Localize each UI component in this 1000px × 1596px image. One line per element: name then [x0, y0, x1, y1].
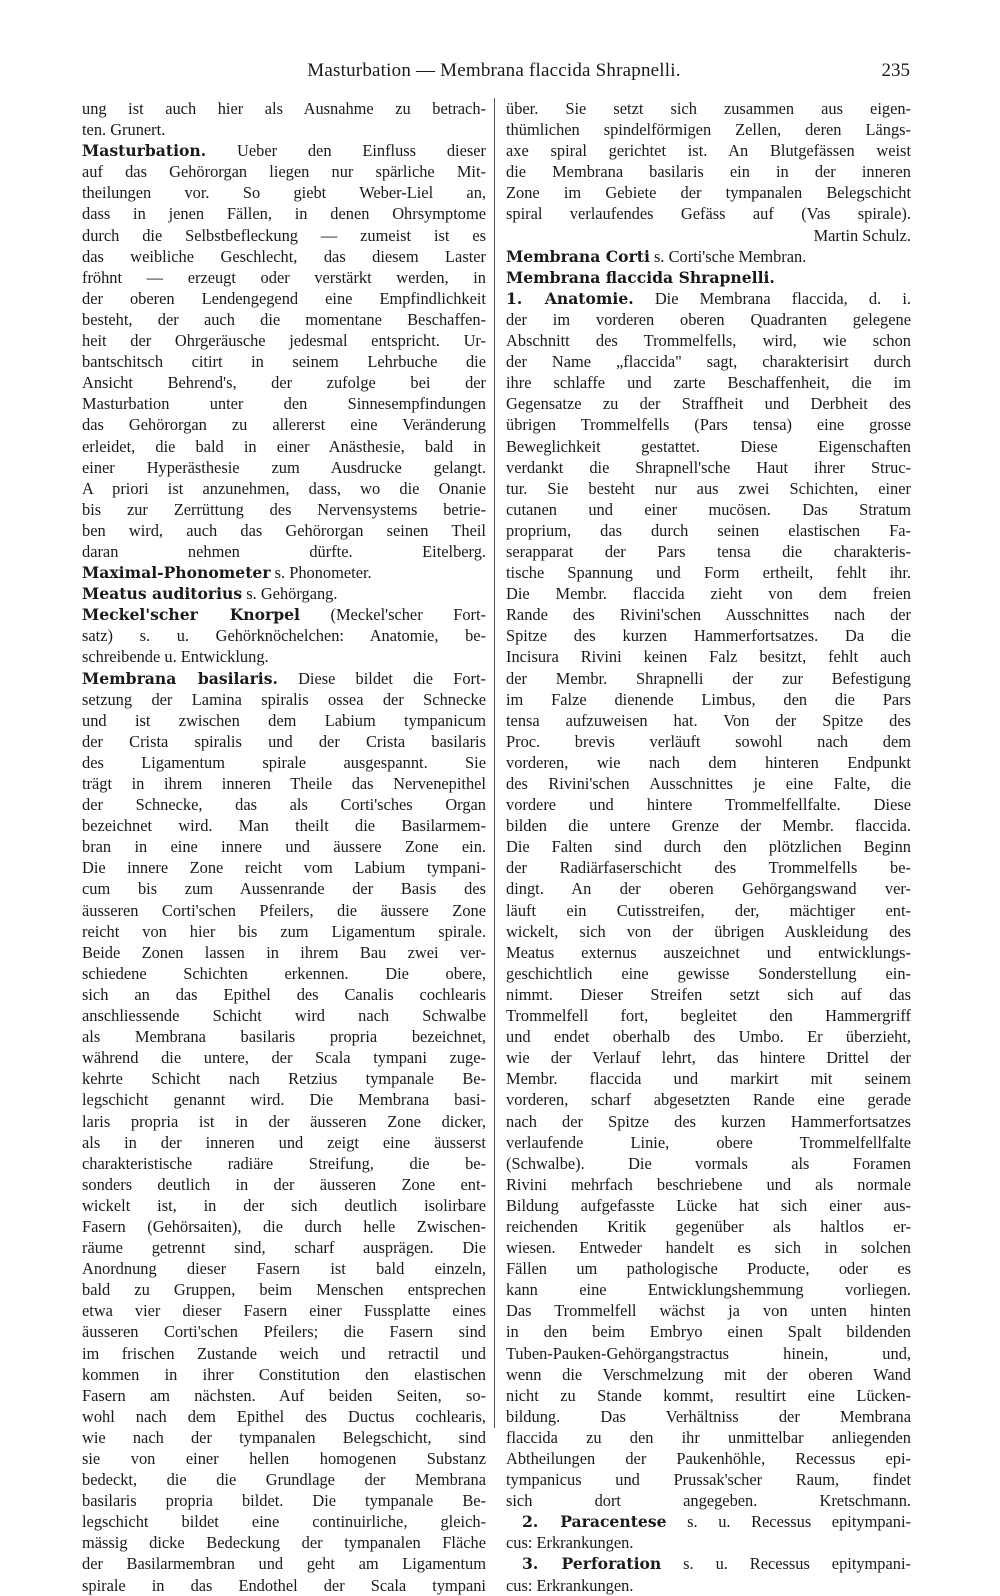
line-text: Fasern am nächsten. Auf beiden Seiten, so- — [82, 1385, 486, 1405]
text-line — [506, 1553, 911, 1574]
line-text: s. Corti'sche Membran. — [649, 246, 807, 266]
line-text: proprium, das durch seinen elastischen Fa- — [506, 520, 911, 540]
line-text: Spitze des kurzen Hammerfortsatzes. Da die — [506, 626, 911, 646]
line-text: des Ligamentum spirale ausgespannt. Sie — [82, 752, 486, 772]
line-text: Ansicht Behrend's, der zufolge bei der — [82, 373, 486, 393]
text-line — [82, 436, 486, 457]
text-line — [82, 1385, 486, 1406]
text-line — [506, 182, 911, 203]
line-text: vordere und hintere Trommelfellfalte. Diese — [506, 795, 911, 815]
line-text: Abschnitt des Trommelfells, wird, wie schon — [506, 331, 911, 351]
text-line — [82, 1279, 486, 1300]
line-text: nicht zu Stande kommt, resultirt eine Lücken- — [506, 1385, 911, 1405]
text-line — [82, 372, 486, 393]
running-title: Masturbation — Membrana flaccida Shrapnelli. — [307, 60, 681, 81]
text-line — [82, 541, 486, 562]
line-text: tensa aufzuweisen hat. Von der Spitze des — [506, 710, 911, 730]
entry-headword: Maximal-Phonometer — [82, 563, 271, 583]
right-column — [506, 98, 911, 1596]
line-text: tische Spannung und Form ertheilt, fehlt ihr. — [506, 563, 911, 583]
text-line — [506, 119, 911, 140]
line-text: bran in eine innere und äussere Zone ein. — [82, 837, 486, 857]
text-line — [506, 1469, 911, 1490]
text-line — [506, 1406, 911, 1427]
line-text: spirale in das Endothel der Scala tympani — [82, 1575, 486, 1595]
text-line — [82, 1089, 486, 1110]
line-text: Incisura Rivini keinen Falz besitzt, fehlt auch — [506, 647, 911, 667]
line-text: Die Falten sind durch den plötzlichen Beginn — [506, 837, 911, 857]
line-text: geschichtlich eine gewisse Sonderstellung ein- — [506, 963, 911, 983]
line-text: der Membr. Shrapnelli der zur Befestigung — [506, 668, 911, 688]
line-text: der Name „flaccida" sagt, charakterisirt durch — [506, 352, 911, 372]
text-line — [82, 1575, 486, 1596]
text-line — [506, 309, 911, 330]
text-line — [82, 161, 486, 182]
line-text: reicht von hier bis zum Ligamentum spirale. — [82, 921, 486, 941]
text-line — [82, 878, 486, 899]
line-text: Proc. brevis verläuft sowohl nach dem — [506, 731, 911, 751]
text-line — [82, 203, 486, 224]
entry-headword: Masturbation. — [82, 141, 207, 161]
text-line — [506, 668, 911, 689]
text-line — [506, 225, 911, 246]
line-text: auf das Gehörorgan liegen nur spärliche Mit- — [82, 162, 486, 182]
left-column — [82, 98, 486, 1596]
text-line — [506, 1153, 911, 1174]
line-text: legschicht bildet eine continuirliche, gleich- — [82, 1512, 486, 1532]
text-line — [82, 98, 486, 119]
entry-headword: Membrana flaccida Shrapnelli. — [506, 267, 775, 287]
text-line — [506, 710, 911, 731]
text-line — [506, 1532, 911, 1553]
line-text: thümlichen spindelförmigen Zellen, deren Längs- — [506, 120, 911, 140]
line-text: Rande des Rivini'schen Ausschnittes nach der — [506, 605, 911, 625]
line-text: wohl nach dem Epithel des Ductus cochlearis, — [82, 1406, 486, 1426]
text-line — [82, 1174, 486, 1195]
text-line — [506, 900, 911, 921]
line-text: verdankt die Shrapnell'sche Haut ihrer Struc- — [506, 457, 911, 477]
line-text: der Basilarmembran und geht am Ligamentum — [82, 1554, 486, 1574]
line-text: im Falze dienende Limbus, den die Pars — [506, 689, 911, 709]
text-line — [506, 836, 911, 857]
text-line — [82, 478, 486, 499]
line-text: Masturbation unter den Sinnesempfindungen — [82, 394, 486, 414]
text-line — [506, 457, 911, 478]
text-line — [506, 562, 911, 583]
text-line — [82, 625, 486, 646]
line-text: Fasern (Gehörsaiten), die durch helle Zwischen- — [82, 1216, 486, 1236]
text-line — [82, 267, 486, 288]
text-line — [82, 182, 486, 203]
text-line — [82, 752, 486, 773]
line-text: serapparat der Pars tensa die charakteris- — [506, 541, 911, 561]
line-text: satz) s. u. Gehörknöchelchen: Anatomie, be- — [82, 626, 486, 646]
line-text: Die Membr. flaccida zieht von dem freien — [506, 584, 911, 604]
line-text: Abtheilungen der Paukenhöhle, Recessus epi- — [506, 1449, 911, 1468]
text-line — [82, 710, 486, 731]
text-line — [506, 1216, 911, 1237]
text-line — [82, 668, 486, 689]
line-text: heit der Ohrgeräusche jedesmal entspricht. Ur- — [82, 331, 486, 351]
text-line — [82, 731, 486, 752]
text-line — [82, 393, 486, 414]
text-line — [506, 646, 911, 667]
text-line — [506, 288, 911, 309]
text-line — [506, 351, 911, 372]
line-text: Beweglichkeit gestattet. Diese Eigenschaften — [506, 436, 911, 456]
line-text: cum bis zum Aussenrande der Basis des — [82, 879, 486, 899]
line-text: wickelt, sich von der übrigen Auskleidung des — [506, 921, 911, 941]
text-line — [82, 963, 486, 984]
text-line — [82, 520, 486, 541]
text-line — [506, 161, 911, 182]
text-line — [506, 689, 911, 710]
text-line — [506, 1385, 911, 1406]
line-text: bezeichnet wird. Man theilt die Basilarmem- — [82, 816, 486, 836]
text-line — [82, 1553, 486, 1574]
line-text: bilden die untere Grenze der Membr. flaccida. — [506, 816, 911, 836]
text-line — [82, 773, 486, 794]
text-line — [506, 1237, 911, 1258]
line-text: des Rivini'schen Ausschnittes je eine Falte, die — [506, 774, 911, 793]
line-text: übrigen Trommelfells (Pars tensa) eine grosse — [506, 415, 911, 435]
text-line — [82, 836, 486, 857]
text-line — [82, 604, 486, 625]
text-line — [506, 1448, 911, 1469]
text-line — [82, 499, 486, 520]
text-line — [82, 984, 486, 1005]
entry-headword: Membrana Corti — [506, 246, 650, 266]
text-line — [82, 288, 486, 309]
line-text: basilaris propria bildet. Die tympanale Be- — [82, 1491, 486, 1511]
line-text: äusseren Corti'schen Pfeilers, die äussere Zone — [82, 900, 486, 920]
line-text: der Schnecke, das als Corti'sches Organ — [82, 795, 486, 815]
text-line — [82, 1111, 486, 1132]
line-text: kommen in ihrer Constitution den elastischen — [82, 1364, 486, 1384]
text-line — [82, 309, 486, 330]
line-text: Beide Zonen lassen in ihrem Bau zwei ver- — [82, 942, 486, 962]
line-text: kehrte Schicht nach Retzius tympanale Be- — [82, 1069, 486, 1089]
text-line — [506, 1279, 911, 1300]
text-line — [506, 1089, 911, 1110]
line-text: schreibende u. Entwicklung. — [82, 647, 269, 667]
column-divider — [494, 98, 495, 1428]
line-text: anschliessende Schicht wird nach Schwalbe — [82, 1006, 486, 1026]
line-text: Tuben-Pauken-Gehörgangstractus hinein, und, — [506, 1343, 911, 1363]
text-line — [506, 1111, 911, 1132]
text-line — [82, 1469, 486, 1490]
line-text: charakteristische radiäre Streifung, die be- — [82, 1153, 486, 1173]
text-line — [82, 1300, 486, 1321]
text-line — [82, 1005, 486, 1026]
page-header — [78, 60, 910, 94]
text-line — [506, 731, 911, 752]
text-line — [506, 878, 911, 899]
text-line — [506, 1490, 911, 1511]
line-text: bis zur Zerrüttung des Nervensystems betrie- — [82, 499, 486, 519]
line-text: ten. Grunert. — [82, 120, 166, 140]
text-line — [82, 351, 486, 372]
line-text: Meatus externus auszeichnet und entwicklungs- — [506, 942, 911, 962]
line-text: ung ist auch hier als Ausnahme zu betrach- — [82, 99, 486, 118]
line-text: cus: Erkrankungen. — [506, 1575, 634, 1595]
entry-headword: 1. Anatomie. — [506, 288, 634, 308]
text-line — [506, 1364, 911, 1385]
text-line — [82, 1195, 486, 1216]
text-line — [506, 499, 911, 520]
text-line — [82, 646, 486, 667]
text-line — [82, 1532, 486, 1553]
text-line — [82, 689, 486, 710]
line-text: kann eine Entwicklungshemmung vorliegen. — [506, 1280, 911, 1300]
text-line — [506, 1321, 911, 1342]
text-line — [506, 436, 911, 457]
text-line — [506, 1195, 911, 1216]
line-text: Gegensatze zu der Straffheit und Derbheit des — [506, 394, 911, 414]
line-text: dingt. An der oberen Gehörgangswand ver- — [506, 879, 911, 899]
line-text: wie der Verlauf lehrt, das hintere Drittel der — [506, 1048, 911, 1068]
line-text: s. Phonometer. — [270, 563, 372, 583]
line-text: wenn die Verschmelzung mit der oberen Wand — [506, 1364, 911, 1384]
text-line — [506, 393, 911, 414]
text-line — [506, 1174, 911, 1195]
line-text: schiedene Schichten erkennen. Die obere, — [82, 963, 486, 983]
line-text: als in der inneren und zeigt eine äusserst — [82, 1132, 486, 1152]
text-line — [506, 604, 911, 625]
text-line — [506, 625, 911, 646]
line-text: bantschitsch citirt in seinem Lehrbuche die — [82, 352, 486, 372]
entry-headword: Meckel'scher Knorpel — [82, 605, 300, 625]
line-text: läuft ein Cutisstreifen, der, mächtiger ent- — [506, 900, 911, 920]
text-line — [82, 1343, 486, 1364]
text-line — [506, 984, 911, 1005]
text-line — [506, 815, 911, 836]
line-text: sonders deutlich in der äusseren Zone ent- — [82, 1174, 486, 1194]
text-line — [506, 1047, 911, 1068]
line-text: durch die Selbstbefleckung — zumeist ist es — [82, 225, 486, 245]
line-text: bedeckt, die die Grundlage der Membrana — [82, 1470, 486, 1490]
text-line — [82, 1448, 486, 1469]
line-text: cutanen und einer mucösen. Das Stratum — [506, 499, 911, 519]
line-text: Die innere Zone reicht vom Labium tympani- — [82, 858, 486, 878]
line-text: (Schwalbe). Die vormals als Foramen — [506, 1153, 911, 1173]
line-text: sich dort angegeben. Kretschmann. — [506, 1491, 911, 1511]
line-text: Das Trommelfell wächst ja von unten hinten — [506, 1301, 911, 1321]
line-text: Membr. flaccida und markirt mit seinem — [506, 1069, 911, 1089]
text-line — [82, 1068, 486, 1089]
text-line — [82, 1047, 486, 1068]
line-text: als Membrana basilaris propria bezeichnet, — [82, 1027, 486, 1047]
text-line — [82, 1490, 486, 1511]
text-line — [82, 1511, 486, 1532]
line-text: ihre schlaffe und zarte Beschaffenheit, die im — [506, 373, 911, 393]
line-text: Die Membrana flaccida, d. i. — [633, 288, 911, 308]
line-text: besteht, der auch die momentane Beschaffen- — [82, 309, 486, 329]
line-text: der Radiärfaserschicht des Trommelfells be- — [506, 858, 911, 878]
line-text: etwa vier dieser Fasern einer Fussplatte eines — [82, 1301, 486, 1321]
line-text: der im vorderen oberen Quadranten gelegene — [506, 309, 911, 329]
text-line — [506, 1343, 911, 1364]
line-text: erleidet, die bald in einer Anästhesie, bald in — [82, 436, 486, 456]
line-text: mässig dicke Bedeckung der tympanalen Fläche — [82, 1533, 486, 1553]
line-text: fröhnt — erzeugt oder verstärkt werden, in — [82, 267, 486, 287]
line-text: und endet oberhalb des Umbo. Er überzieht, — [506, 1027, 911, 1047]
line-text: während die untere, der Scala tympani zuge- — [82, 1048, 486, 1068]
text-line — [506, 583, 911, 604]
line-text: reichenden Kritik gegenüber als haltlos er- — [506, 1216, 911, 1236]
text-line — [82, 857, 486, 878]
text-line — [82, 900, 486, 921]
line-text: über. Sie setzt sich zusammen aus eigen- — [506, 99, 911, 118]
line-text: bald zu Gruppen, beim Menschen entsprechen — [82, 1280, 486, 1300]
text-line — [506, 203, 911, 224]
text-line — [82, 1026, 486, 1047]
text-line — [506, 1511, 911, 1532]
text-line — [506, 773, 911, 794]
text-line — [82, 119, 486, 140]
line-text: Fällen um pathologische Producte, oder es — [506, 1259, 911, 1279]
entry-headword: 3. Perforation — [522, 1554, 662, 1574]
line-text: s. Gehörgang. — [242, 584, 338, 604]
line-text: bildung. Das Verhältniss der Membrana — [506, 1406, 911, 1426]
line-text: die Membrana basilaris ein in der inneren — [506, 162, 911, 182]
line-text: vorderen, wie nach dem hinteren Endpunkt — [506, 752, 911, 772]
line-text: das Gehörorgan zu allererst eine Veränderung — [82, 415, 486, 435]
line-text: der oberen Lendengegend eine Empfindlichkeit — [82, 288, 486, 308]
text-line — [82, 1258, 486, 1279]
line-text: nimmt. Dieser Streifen setzt sich auf das — [506, 984, 911, 1004]
text-line — [82, 1216, 486, 1237]
line-text: wie nach der tympanalen Belegschicht, sind — [82, 1427, 486, 1447]
text-line — [506, 330, 911, 351]
line-text: und ist zwischen dem Labium tympanicum — [82, 710, 486, 730]
text-line — [506, 478, 911, 499]
text-line — [506, 1005, 911, 1026]
entry-headword: Meatus auditorius — [82, 584, 243, 604]
line-text: axe spiral gerichtet ist. An Blutgefässen weist — [506, 141, 911, 161]
line-text: tur. Sie besteht nur aus zwei Schichten, einer — [506, 478, 911, 498]
text-line — [82, 1321, 486, 1342]
text-line — [82, 1406, 486, 1427]
text-line — [82, 794, 486, 815]
text-line — [82, 1364, 486, 1385]
text-line — [506, 921, 911, 942]
text-line — [506, 541, 911, 562]
line-text: Ueber den Einfluss dieser — [206, 141, 486, 161]
line-text: tympanicus und Prussak'scher Raum, findet — [506, 1470, 911, 1490]
text-line — [506, 1300, 911, 1321]
text-line — [82, 1427, 486, 1448]
line-text: einer Hyperästhesie zum Ausdrucke gelangt. — [82, 457, 486, 477]
line-text: vorderen, scharf abgesetzten Rande eine gerade — [506, 1090, 911, 1110]
text-line — [82, 330, 486, 351]
text-line — [506, 857, 911, 878]
text-line — [506, 414, 911, 435]
line-text: daran nehmen dürfte. Eitelberg. — [82, 541, 486, 561]
text-line — [506, 1258, 911, 1279]
line-text: Trommelfell fort, begleitet den Hammergriff — [506, 1006, 911, 1026]
line-text: s. u. Recessus epitympani- — [661, 1554, 911, 1574]
line-text: äusseren Corti'schen Pfeilers; die Fasern sind — [82, 1322, 486, 1342]
line-text: Diese bildet die Fort- — [277, 668, 486, 688]
text-line — [506, 794, 911, 815]
line-text: verlaufende Linie, obere Trommelfellfalte — [506, 1132, 911, 1152]
line-text: in den beim Embryo einen Spalt bildenden — [506, 1322, 911, 1342]
text-line — [82, 815, 486, 836]
line-text: laris propria ist in der äusseren Zone dicker, — [82, 1111, 486, 1131]
line-text: der Crista spiralis und der Crista basilaris — [82, 731, 486, 751]
text-line — [506, 752, 911, 773]
text-line — [82, 583, 486, 604]
text-line — [82, 1132, 486, 1153]
text-line — [506, 140, 911, 161]
line-text: A priori ist anzunehmen, dass, wo die Onanie — [82, 478, 486, 498]
line-text: sich an das Epithel des Canalis cochlearis — [82, 984, 486, 1004]
text-line — [506, 1427, 911, 1448]
text-line — [506, 520, 911, 541]
text-line — [82, 225, 486, 246]
text-line — [82, 414, 486, 435]
text-line — [506, 1575, 911, 1596]
text-line — [82, 246, 486, 267]
line-text: legschicht genannt wird. Die Membrana basi- — [82, 1090, 486, 1110]
line-text: Anordnung dieser Fasern ist bald einzeln, — [82, 1259, 486, 1279]
line-text: im frischen Zustande weich und retractil und — [82, 1343, 486, 1363]
text-line — [82, 942, 486, 963]
text-line — [82, 140, 486, 161]
text-line — [82, 1237, 486, 1258]
text-line — [506, 1132, 911, 1153]
text-line — [506, 1068, 911, 1089]
line-text: Rivini mehrfach beschriebene und als normale — [506, 1174, 911, 1194]
text-line — [82, 457, 486, 478]
line-text: s. u. Recessus epitympani- — [666, 1512, 911, 1532]
line-text: sie von einer hellen homogenen Substanz — [82, 1449, 486, 1468]
line-text: flaccida zu den ihr unmittelbar anliegenden — [506, 1427, 911, 1447]
text-line — [82, 1153, 486, 1174]
page-number: 235 — [881, 60, 910, 81]
text-line — [506, 372, 911, 393]
line-text: spiral verlaufendes Gefäss auf (Vas spirale). — [506, 204, 911, 224]
text-line — [506, 963, 911, 984]
line-text: Martin Schulz. — [813, 225, 911, 245]
line-text: das weibliche Geschlecht, das diesem Laster — [82, 246, 486, 266]
line-text: Zone im Gebiete der tympanalen Belegschicht — [506, 183, 911, 203]
text-line — [506, 1026, 911, 1047]
entry-headword: 2. Paracentese — [522, 1512, 667, 1532]
line-text: Bildung aufgefasste Lücke hat sich einer aus- — [506, 1195, 911, 1215]
entry-headword: Membrana basilaris. — [82, 668, 278, 688]
text-line — [82, 562, 486, 583]
line-text: räume getrennt sind, scharf ausprägen. Die — [82, 1238, 486, 1258]
line-text: nach der Spitze des kurzen Hammerfortsatzes — [506, 1111, 911, 1131]
line-text: wiesen. Entweder handelt es sich in solchen — [506, 1238, 911, 1258]
line-text: wickelt ist, in der sich deutlich isolirbare — [82, 1195, 486, 1215]
text-line — [82, 921, 486, 942]
text-line — [506, 98, 911, 119]
line-text: trägt in ihrem inneren Theile das Nervenepithel — [82, 774, 486, 793]
line-text: theilungen vor. So giebt Weber-Liel an, — [82, 183, 486, 203]
text-line — [506, 267, 911, 288]
line-text: cus: Erkrankungen. — [506, 1533, 634, 1553]
line-text: (Meckel'scher Fort- — [299, 605, 486, 625]
text-line — [506, 942, 911, 963]
line-text: setzung der Lamina spiralis ossea der Schnecke — [82, 689, 486, 709]
line-text: dass in jenen Fällen, in denen Ohrsymptome — [82, 204, 486, 224]
text-line — [506, 246, 911, 267]
line-text: ben wird, auch das Gehörorgan seinen Theil — [82, 520, 486, 540]
